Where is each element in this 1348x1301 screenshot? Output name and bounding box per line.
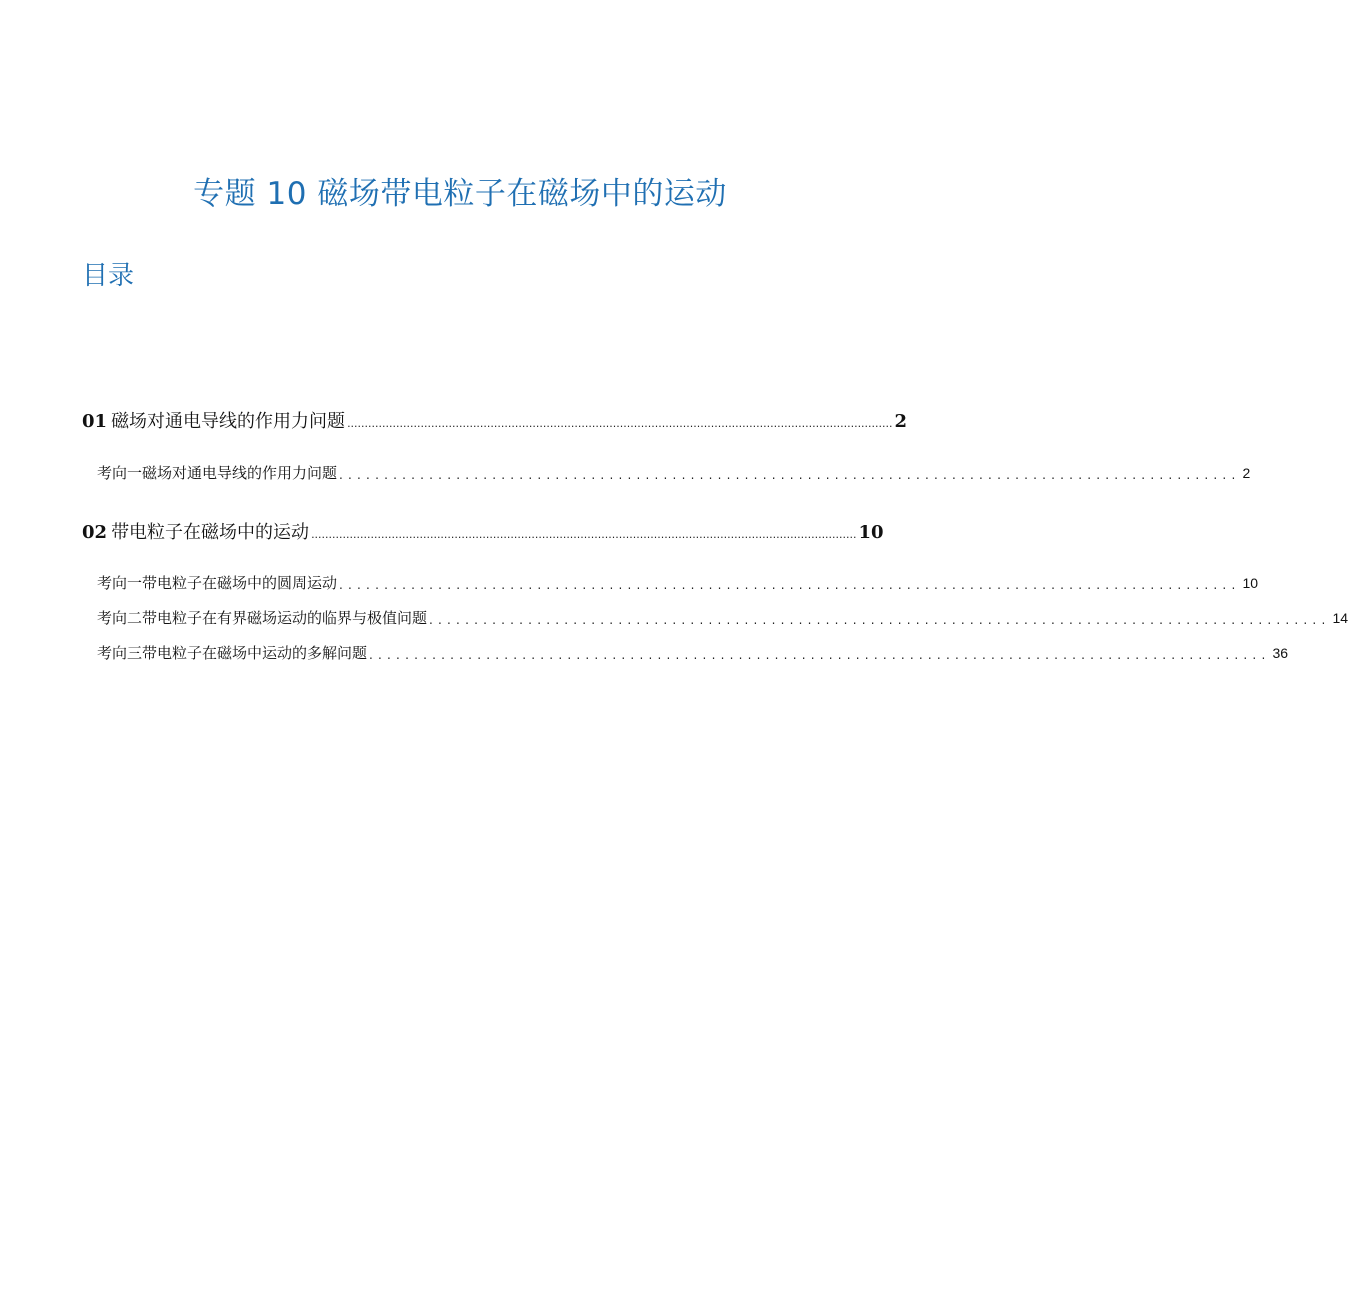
toc-section-title: 考向三带电粒子在磁场中运动的多解问题 — [97, 644, 368, 662]
toc-page-number: 36 — [1272, 645, 1289, 661]
toc-dot-leader: ............................................................................................................................................................ — [347, 417, 893, 430]
toc-section-title: 考向一带电粒子在磁场中的圆周运动 — [97, 574, 338, 592]
toc-section-2-3[interactable] — [97, 641, 1289, 665]
toc-chapter-title: 磁场对通电导线的作用力问题 — [111, 411, 346, 432]
toc-dot-leader: ............................................................................................................................................................ — [311, 528, 857, 541]
toc-section-2-1[interactable] — [97, 571, 1259, 595]
toc-chapter-number: 02 — [82, 522, 108, 543]
toc-dot-leader: .................................................................................................... — [429, 613, 1331, 627]
toc-page-number: 14 — [1332, 610, 1348, 626]
toc-dot-leader: .................................................................................................... — [339, 578, 1241, 592]
toc-page-number: 10 — [858, 522, 884, 543]
toc-page-number: 2 — [894, 411, 908, 432]
toc-page-number: 2 — [1242, 465, 1251, 481]
document-title: 专题 10 磁场带电粒子在磁场中的运动 — [193, 176, 727, 212]
toc-dot-leader: .................................................................................................... — [369, 648, 1271, 662]
toc-dot-leader: .................................................................................................... — [339, 468, 1241, 482]
toc-section-1-1[interactable] — [97, 461, 1251, 485]
toc-chapter-02[interactable] — [82, 519, 884, 547]
toc-section-2-2[interactable] — [97, 606, 1348, 630]
toc-chapter-01[interactable] — [82, 408, 908, 436]
toc-section-title: 考向一磁场对通电导线的作用力问题 — [97, 464, 338, 482]
toc-chapter-label — [82, 519, 309, 547]
toc-chapter-label — [82, 408, 345, 436]
toc-chapter-title: 带电粒子在磁场中的运动 — [111, 522, 310, 543]
toc-heading: 目录 — [82, 261, 135, 291]
toc-page-number: 10 — [1242, 575, 1259, 591]
toc-chapter-number: 01 — [82, 411, 108, 432]
toc-section-title: 考向二带电粒子在有界磁场运动的临界与极值问题 — [97, 609, 428, 627]
